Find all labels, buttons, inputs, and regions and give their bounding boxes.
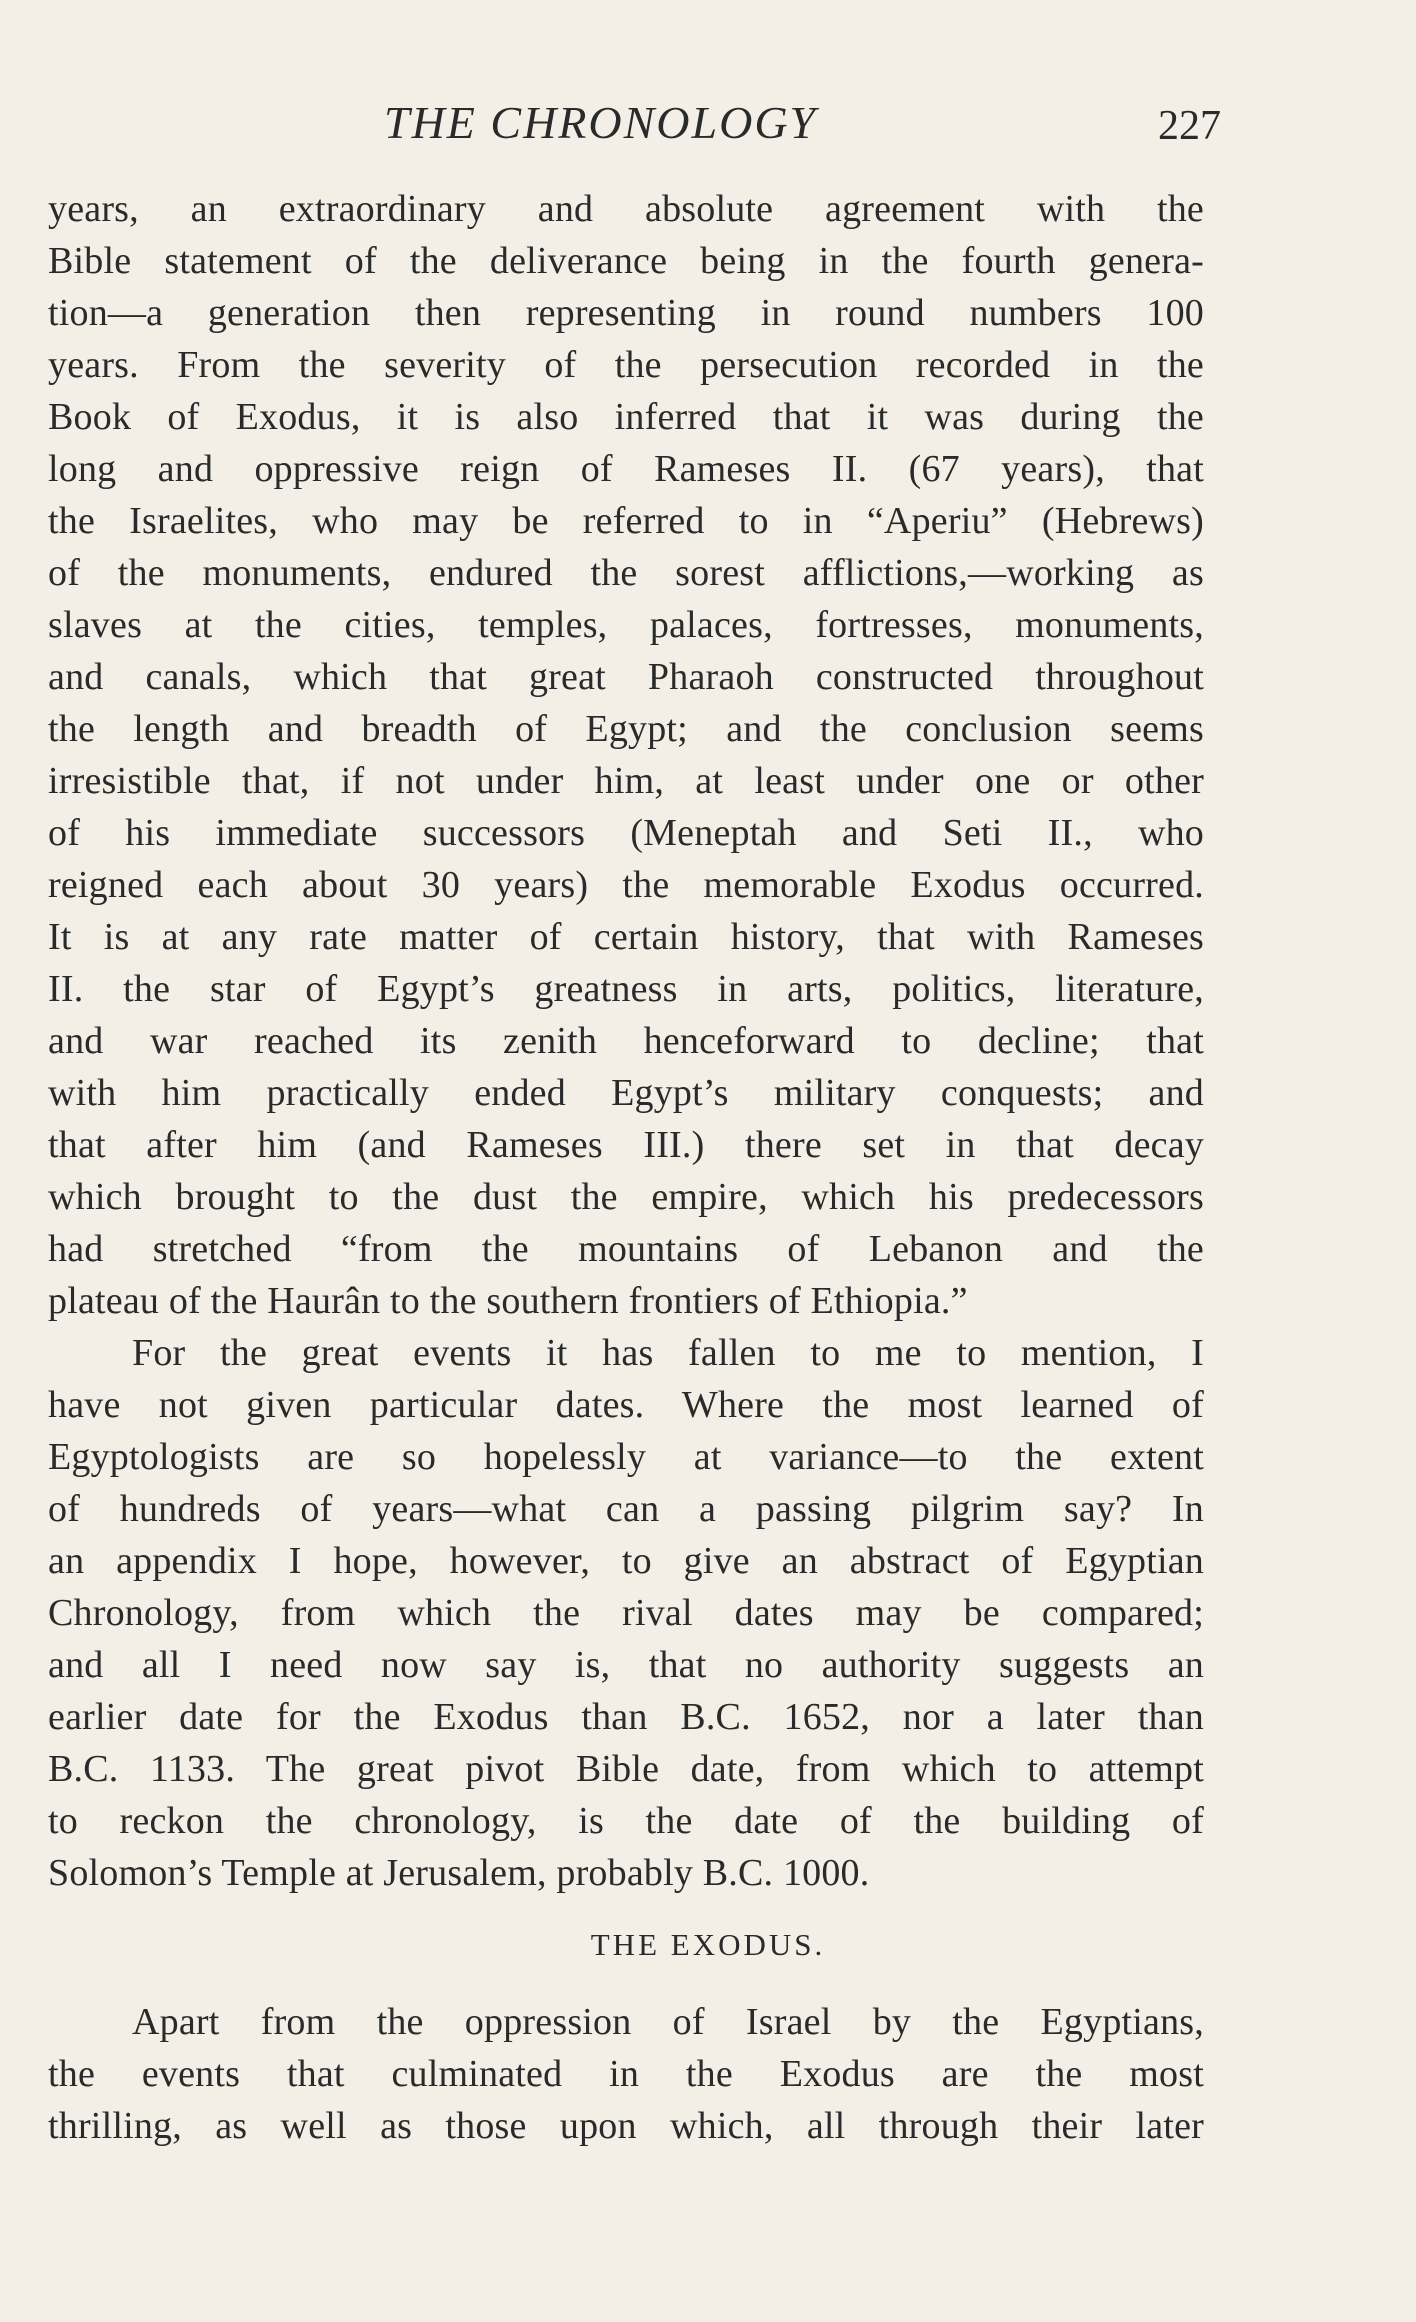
page-number: 227	[1158, 103, 1221, 149]
text-line: II. the star of Egypt’s greatness in arts, politics, literature,	[48, 968, 1204, 1010]
text-line: slaves at the cities, temples, palaces, fortresses, monuments,	[48, 604, 1204, 646]
text-line: which brought to the dust the empire, which his predecessors	[48, 1176, 1204, 1218]
text-line: and all I need now say is, that no authority suggests an	[48, 1644, 1204, 1686]
text-line: Solomon’s Temple at Jerusalem, probably B.C. 1000.	[48, 1852, 870, 1894]
text-line: Bible statement of the deliverance being in the fourth genera-	[48, 240, 1204, 282]
text-line: and war reached its zenith henceforward to decline; that	[48, 1020, 1204, 1062]
text-line: reigned each about 30 years) the memorable Exodus occurred.	[48, 864, 1204, 906]
text-line: of his immediate successors (Meneptah and Seti II., who	[48, 812, 1204, 854]
text-line: Chronology, from which the rival dates may be compared;	[48, 1592, 1204, 1634]
text-line: For the great events it has fallen to me to mention, I	[132, 1332, 1204, 1374]
body-text	[48, 183, 1204, 1899]
text-line: Apart from the oppression of Israel by the Egyptians,	[132, 2001, 1204, 2043]
text-line: Egyptologists are so hopelessly at variance—to the extent	[48, 1436, 1204, 1478]
text-line: long and oppressive reign of Rameses II. (67 years), that	[48, 448, 1204, 490]
text-line: years. From the severity of the persecution recorded in the	[48, 344, 1204, 386]
text-line: that after him (and Rameses III.) there set in that decay	[48, 1124, 1204, 1166]
text-line: to reckon the chronology, is the date of the building of	[48, 1800, 1204, 1842]
text-line: B.C. 1133. The great pivot Bible date, from which to attempt	[48, 1748, 1204, 1790]
text-line: had stretched “from the mountains of Lebanon and the	[48, 1228, 1204, 1270]
running-title: THE CHRONOLOGY	[384, 97, 818, 148]
text-line: the length and breadth of Egypt; and the conclusion seems	[48, 708, 1204, 750]
text-line: plateau of the Haurân to the southern frontiers of Ethiopia.”	[48, 1280, 968, 1322]
body-text-continued	[48, 1996, 1204, 2152]
text-line: and canals, which that great Pharaoh constructed throughout	[48, 656, 1204, 698]
text-line: an appendix I hope, however, to give an abstract of Egyptian	[48, 1540, 1204, 1582]
text-line: have not given particular dates. Where the most learned of	[48, 1384, 1204, 1426]
text-line: of hundreds of years—what can a passing pilgrim say? In	[48, 1488, 1204, 1530]
text-line: with him practically ended Egypt’s military conquests; and	[48, 1072, 1204, 1114]
running-head	[0, 96, 1416, 156]
section-heading: THE EXODUS.	[590, 1927, 826, 1962]
text-line: years, an extraordinary and absolute agreement with the	[48, 188, 1204, 230]
text-line: of the monuments, endured the sorest afflictions,—working as	[48, 552, 1204, 594]
text-line: It is at any rate matter of certain history, that with Rameses	[48, 916, 1204, 958]
text-line: irresistible that, if not under him, at least under one or other	[48, 760, 1204, 802]
text-line: Book of Exodus, it is also inferred that it was during the	[48, 396, 1204, 438]
text-line: thrilling, as well as those upon which, all through their later	[48, 2105, 1204, 2147]
text-line: the Israelites, who may be referred to in “Aperiu” (Hebrews)	[48, 500, 1204, 542]
text-line: tion—a generation then representing in round numbers 100	[48, 292, 1204, 334]
text-line: the events that culminated in the Exodus are the most	[48, 2053, 1204, 2095]
text-line: earlier date for the Exodus than B.C. 1652, nor a later than	[48, 1696, 1204, 1738]
